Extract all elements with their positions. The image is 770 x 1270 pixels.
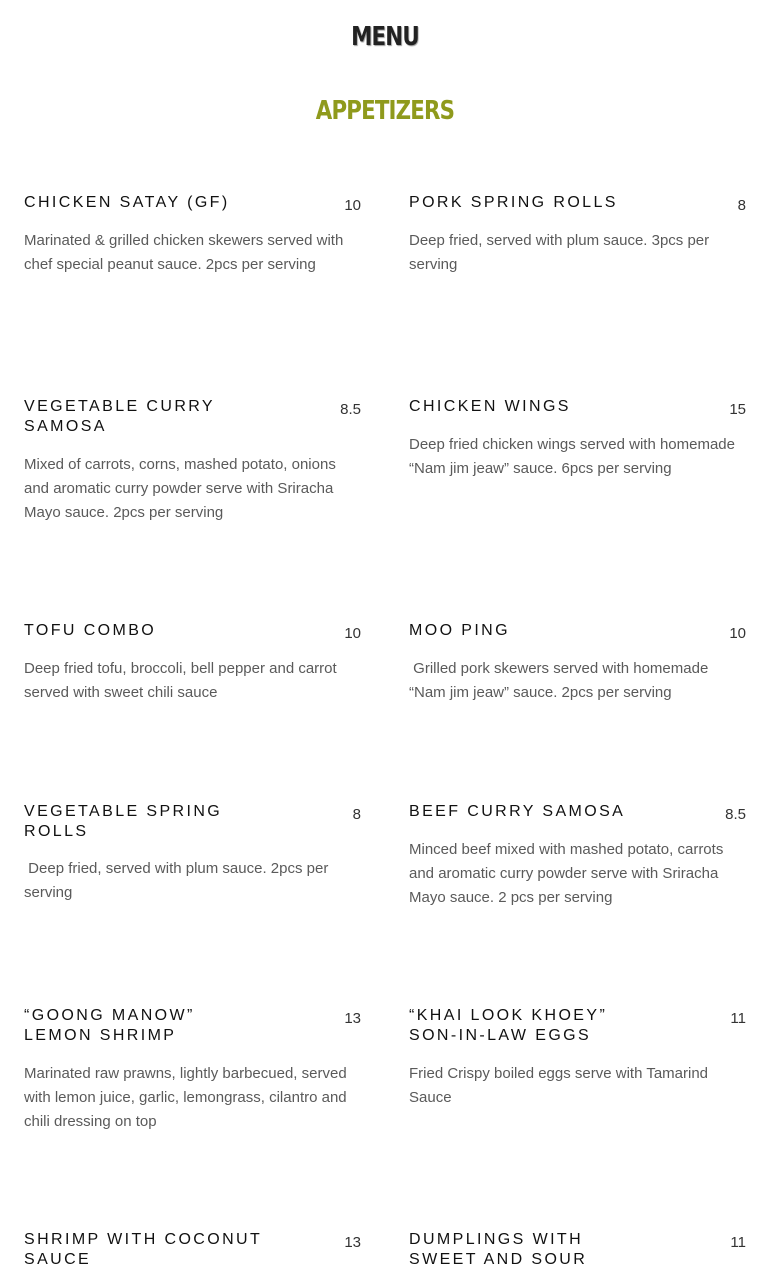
menu-item xyxy=(24,397,361,521)
item-price: 15 xyxy=(729,401,746,418)
item-description: Marinated & grilled chicken skewers served with chef special peanut sauce. 2pcs per serving xyxy=(24,232,348,273)
item-name: “KHAI LOOK KHOEY” SON-IN-LAW EGGS xyxy=(409,1007,608,1044)
item-price: 8.5 xyxy=(725,806,746,823)
item-description: Minced beef mixed with mashed potato, carrots and aromatic curry powder serve with Sriracha Mayo sauce. 2 pcs per serving xyxy=(409,841,728,906)
item-name: VEGETABLE CURRY SAMOSA xyxy=(24,398,215,435)
item-name: TOFU COMBO xyxy=(24,622,157,639)
menu-item xyxy=(24,193,361,273)
menu-item xyxy=(24,1006,361,1130)
item-description: Deep fried tofu, broccoli, bell pepper and carrot served with sweet chili sauce xyxy=(24,660,341,701)
item-description: Deep fried, served with plum sauce. 3pcs per serving xyxy=(409,232,714,273)
item-name: PORK SPRING ROLLS xyxy=(409,194,618,211)
item-name: CHICKEN WINGS xyxy=(409,398,571,415)
item-name: BEEF CURRY SAMOSA xyxy=(409,803,626,820)
item-price: 8 xyxy=(352,806,361,823)
item-price: 8 xyxy=(737,197,746,214)
item-name: MOO PING xyxy=(409,622,510,639)
menu-item xyxy=(409,802,746,906)
item-price: 11 xyxy=(730,1010,746,1027)
menu-item xyxy=(409,1006,746,1106)
item-name: DUMPLINGS WITH SWEET AND SOUR xyxy=(409,1231,588,1268)
item-price: 10 xyxy=(344,197,361,214)
section-title-appetizers: APPETIZERS xyxy=(315,96,455,126)
item-name: SHRIMP WITH COCONUT SAUCE xyxy=(24,1231,262,1268)
item-description: Fried Crispy boiled eggs serve with Tamarind Sauce xyxy=(409,1065,713,1106)
menu-item xyxy=(409,193,746,273)
item-description: Deep fried, served with plum sauce. 2pcs per serving xyxy=(24,860,333,901)
menu-item xyxy=(24,802,361,901)
item-price: 11 xyxy=(730,1234,746,1251)
menu-item xyxy=(24,621,361,701)
item-name: CHICKEN SATAY (GF) xyxy=(24,194,230,211)
menu-item xyxy=(24,1230,361,1268)
menu-item xyxy=(409,397,746,477)
menu-title: MENU xyxy=(351,22,419,52)
item-description: Marinated raw prawns, lightly barbecued, served with lemon juice, garlic, lemongrass, cilantro and chili dressing on top xyxy=(24,1065,351,1130)
item-description: Mixed of carrots, corns, mashed potato, onions and aromatic curry powder serve with Sriracha Mayo sauce. 2pcs per serving xyxy=(24,456,340,521)
menu-item xyxy=(409,621,746,701)
item-name: “GOONG MANOW” LEMON SHRIMP xyxy=(24,1007,195,1044)
item-price: 13 xyxy=(344,1010,361,1027)
item-price: 10 xyxy=(344,625,361,642)
item-price: 8.5 xyxy=(340,401,361,418)
item-price: 13 xyxy=(344,1234,361,1251)
menu-item xyxy=(409,1230,746,1268)
item-price: 10 xyxy=(729,625,746,642)
item-name: VEGETABLE SPRING ROLLS xyxy=(24,803,223,840)
item-description: Grilled pork skewers served with homemade “Nam jim jeaw” sauce. 2pcs per serving xyxy=(409,660,713,701)
item-description: Deep fried chicken wings served with homemade “Nam jim jeaw” sauce. 6pcs per serving xyxy=(409,436,740,477)
